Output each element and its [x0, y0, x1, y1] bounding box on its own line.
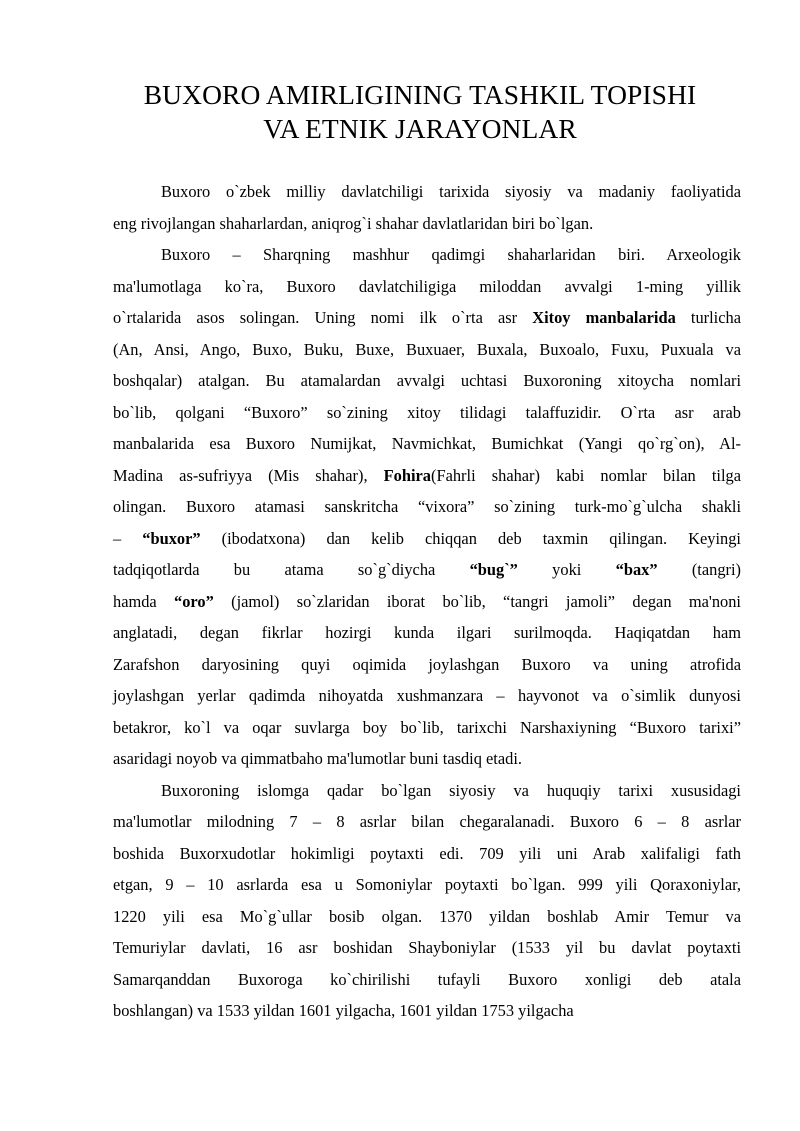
text-run: Madina as-sufriyya (Mis shahar),: [113, 465, 384, 485]
title-line-1: BUXORO AMIRLIGINING TASHKIL TOPISHI: [143, 79, 697, 110]
text-run: Buxoro o`zbek milliy davlatchiligi tarixida siyosiy va madaniy faoliyatida: [161, 182, 741, 201]
text-line: [113, 586, 741, 618]
bold-term: “bug`”: [469, 560, 518, 579]
text-line: [113, 932, 741, 964]
text-run: bo`lib, qolgani “Buxoro” so`zining xitoy tilidagi talaffuzidir. O`rta asr arab: [113, 402, 741, 422]
text-line: [113, 964, 741, 996]
text-line: [113, 775, 741, 807]
text-line: [113, 397, 741, 429]
text-run: (jamol) so`zlaridan iborat bo`lib, “tangri jamoli” degan ma'noni: [213, 591, 741, 611]
text-run: boshida Buxorxudotlar hokimligi poytaxti edi. 709 yili uni Arab xalifaligi fath: [113, 843, 741, 863]
text-run: asaridagi noyob va qimmatbaho ma'lumotlar buni tasdiq etadi.: [113, 749, 522, 768]
text-run: tadqiqotlarda bu atama so`g`diycha: [113, 560, 470, 579]
text-run: Zarafshon daryosining quyi oqimida joylashgan Buxoro va uning atrofida: [113, 654, 741, 674]
document-title: [100, 78, 740, 146]
text-run: joylashgan yerlar qadimda nihoyatda xushmanzara – hayvonot va o`simlik dunyosi: [113, 686, 741, 705]
text-line: [113, 523, 741, 555]
text-run: (tangri): [657, 560, 742, 579]
text-line: [113, 743, 741, 775]
text-line: [113, 901, 741, 933]
text-run: boshlangan) va 1533 yildan 1601 yilgacha, 1601 yildan 1753 yilgacha: [113, 1001, 574, 1020]
text-run: ma'lumotlaga ko`ra, Buxoro davlatchiligiga miloddan avvalgi 1-ming yillik: [113, 276, 741, 296]
text-run: etgan, 9 – 10 asrlarda esa u Somoniylar poytaxti bo`lgan. 999 yili Qoraxoniylar,: [113, 875, 741, 894]
text-run: 1220 yili esa Mo`g`ullar bosib olgan. 1370 yildan boshlab Amir Temur va: [113, 906, 741, 926]
text-line: [113, 554, 741, 586]
text-line: [113, 995, 741, 1027]
text-run: Samarqanddan Buxoroga ko`chirilishi tufayli Buxoro xonligi deb atala: [113, 969, 741, 989]
text-line: [113, 491, 741, 523]
text-run: anglatadi, degan fikrlar hozirgi kunda ilgari surilmoqda. Haqiqatdan ham: [113, 623, 741, 642]
text-run: turlicha: [675, 308, 741, 327]
text-line: [113, 208, 741, 240]
text-run: olingan. Buxoro atamasi sanskritcha “vixora” so`zining turk-mo`g`ulcha shakli: [113, 497, 741, 516]
paragraph: [113, 775, 741, 1027]
text-line: [113, 649, 741, 681]
text-line: [113, 239, 741, 271]
text-run: Buxoro – Sharqning mashhur qadimgi shaharlaridan biri. Arxeologik: [161, 245, 741, 264]
text-run: Temuriylar davlati, 16 asr boshidan Shayboniylar (1533 yil bu davlat poytaxti: [113, 938, 741, 957]
bold-term: “buxor”: [142, 528, 201, 548]
text-run: (An, Ansi, Ango, Buxo, Buku, Buxe, Buxuaer, Buxala, Buxoalo, Fuxu, Puxuala va: [113, 339, 741, 359]
paragraph: [113, 176, 741, 239]
text-run: betakror, ko`l va oqar suvlarga boy bo`lib, tarixchi Narshaxiyning “Buxoro tarixi”: [113, 717, 741, 737]
text-run: –: [113, 528, 143, 548]
text-line: [113, 617, 741, 649]
bold-term: Fohira: [383, 465, 432, 485]
text-run: Buxoroning islomga qadar bo`lgan siyosiy va huquqiy tarixi xususidagi: [161, 780, 741, 800]
text-line: [113, 176, 741, 208]
text-run: manbalarida esa Buxoro Numijkat, Navmichkat, Bumichkat (Yangi qo`rg`on), Al-: [113, 434, 741, 453]
text-line: [113, 428, 741, 460]
text-line: [113, 869, 741, 901]
text-run: boshqalar) atalgan. Bu atamalardan avvalgi uchtasi Buxoroning xitoycha nomlari: [113, 371, 741, 390]
bold-term: “oro”: [174, 591, 214, 611]
bold-term: “bax”: [615, 560, 658, 579]
text-run: o`rtalarida asos solingan. Uning nomi ilk o`rta asr: [113, 308, 533, 327]
text-line: [113, 806, 741, 838]
text-line: [113, 271, 741, 303]
text-run: (ibodatxona) dan kelib chiqqan deb taxmin qilingan. Keyingi: [200, 528, 741, 548]
paragraph: [113, 239, 741, 775]
text-run: ma'lumotlar milodning 7 – 8 asrlar bilan chegaralanadi. Buxoro 6 – 8 asrlar: [113, 812, 741, 831]
text-line: [113, 302, 741, 334]
text-line: [113, 838, 741, 870]
bold-term: Xitoy manbalarida: [532, 308, 676, 327]
text-run: hamda: [113, 591, 175, 611]
text-line: [113, 365, 741, 397]
document-body: [113, 176, 741, 1027]
text-line: [113, 712, 741, 744]
text-run: (Fahrli shahar) kabi nomlar bilan tilga: [431, 465, 741, 485]
title-line-2: VA ETNIK JARAYONLAR: [263, 113, 577, 144]
text-run: yoki: [517, 560, 616, 579]
text-line: [113, 680, 741, 712]
text-line: [113, 334, 741, 366]
text-line: [113, 460, 741, 492]
text-run: eng rivojlangan shaharlardan, aniqrog`i shahar davlatlaridan biri bo`lgan.: [113, 213, 594, 233]
